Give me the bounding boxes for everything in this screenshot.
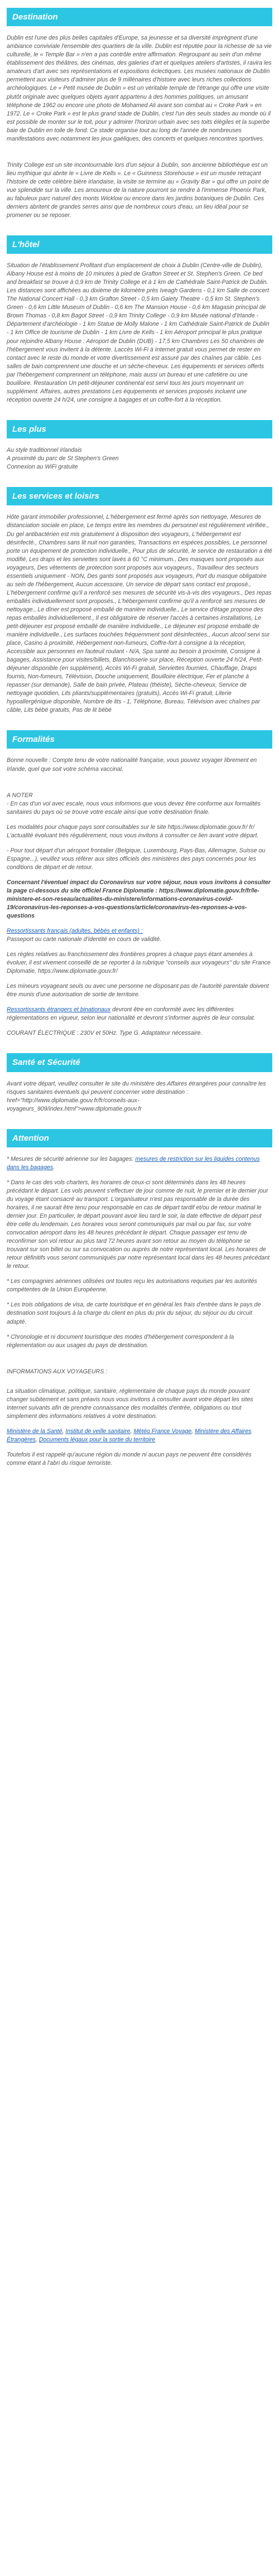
formalites-french-nationals [7,927,272,935]
formalites-french-nationals-text: Passeport ou carte nationale d'identité en cours de validité. [7,935,162,943]
formalites-rules-paragraph: Les règles relatives au franchissement des frontières propres à chaque pays étant amenées à évoluer, il est vivement conseillé de se reporter à la rubrique "conseils aux voyageurs" du site France Diplomatie, https://www.diplomatie.gouv.fr/ [7,951,271,975]
formalites-note-3: - Pour tout départ d'un aéroport frontalier (Belgique, Luxembourg, Pays-Bas, Allemagne, Suisse ou Espagne...), veuillez vous référer aux sites officiels des ministères des pays concernés pour les conditions de départ et de retour. [7,847,266,871]
link-affaires-etrangeres[interactable]: Ministère des Affaires Étrangères [7,1427,252,1443]
attention-info-paragraph: La situation climatique, politique, sanitaire, réglementaire de chaque pays du monde pouvant changer subitement et sans préavis nous vous invitons à consulter avant votre départ les sites Internet suivants afin de prendre connaissance des modalités d'entrée, obligations ou tout simplement des informations relatives à votre destination. [7,1387,253,1420]
french-nationals-link[interactable]: Ressortissants français (adultes, bébés et enfants) : [7,927,143,934]
formalites-foreigners-paragraph [7,1006,272,1022]
destination-section [7,8,272,220]
formalites-note-1: - En cas d'un vol avec escale, nous vous informons que vous devez être conforme aux formalités sanitaires du pays où se trouve votre escale ainsi que votre destination finale. [7,800,261,816]
services-section [7,487,272,715]
formalites-note-title: A NOTER [7,792,33,799]
sante-section [7,1053,272,1113]
link-meteo-france[interactable]: Météo France Voyage [133,1427,192,1435]
attention-paragraph: * Dans le cas des vols charters, les horaires de ceux-ci sont déterminés dans les 48 heures précédant le départ. Les vols peuvent s'effectuer de jour comme de nuit, le premier et le dernier jour du voyage étant consacré au transport. L'organisateur n'est pas responsable de la durée des horaires, il ne saurait être tenu pour responsable en cas de départ tardif et/ou de retour matinal le dernier jour. En particulier, le départ pouvant avoir lieu tard le soir, la date effective de départ peut être celle du lendemain. Les horaires vous seront communiqués par mail ou par fax, sur votre convocation aéroport dans les 48 heures précédant le départ. Chaque passager est tenu de reconfirmer son vol retour au plus tard 72 heures avant son retour au moyen du téléphone se trouvant sur son billet ou sur sa convocation ou auprès de notre représentant local. Les horaires de retour définitifs vous seront communiqués par notre représentant local dans les 48 heures précédant le retour. [7,1179,270,1270]
link-veille-sanitaire[interactable]: Institut de veille sanitaire [65,1427,131,1435]
hotel-section [7,235,272,404]
destination-paragraph-1: Dublin est l'une des plus belles capitales d'Europe, sa jeunesse et sa diversité imprègnent d'une ambiance conviviale l'ensemble des quartiers de la ville. Dublin est réputée pour la richesse de sa vie culturelle, le « Temple Bar » n'en a pas contrôle entre affirmation. Regroupant au sein d'un même établissement des théâtres, des cinémas, des galeries d'art et quelques ateliers d'artistes, il ravira les amateurs d'art avec ses représentations et expositions éclectiques. Les musées nationaux de Dublin permettent aux visiteurs d'admirer plus de 9 millénaires d'histoire avec leurs riches collections archéologiques. Le « Petit musée de Dublin » est un véritable temple de l'étrange qui offre une visite plutôt originale avec quelques objets ayant appartenu à des hommes politiques, un amusant téléphone de 1962 ou encore une photo de Mohamed Ali avant son combat au « Croke Park » en 1972. Le « Croke Park » est le plus grand stade de Dublin, c'est l'un des seuls stades au monde où il est possible de monter sur le toit, pour y admirer l'horizon urbain avec ses toits élégiles et la superbe baie de Dublin en toile de fond. Ce stade organise tout au long de l'année de nombreuses manifestations avec notamment les jeux gaéliques, des concerts et quelques rencontres sportives. [7,35,272,142]
attention-security-suffix: . [53,1164,55,1171]
services-paragraph: Hôte garant immobilier professionnel, L'hébergement est fermé après son nettoyage, Mesures de distanciation sociale en place, Le temps entre les membres du personnel est régulièrement vérifiée., Du gel antibactérien est mis gratuitement à disposition des voyageurs, L'hébergement est désinfecté., Chambres sans lit nuit non garanties, Transactions en espèces possibles, Le personnel porte un équipement de protection individuelle., Pour plus de sécurité, le service de restauration a été modifié, Les draps et les serviettes sont lavés à 60 °C minimum., Des masques sont proposés aux voyageurs, Des vêtements de protection sont proposés aux voyageurs., Travailleur des secteurs essentiels uniquement - NON, Des gants sont proposés aux voyageurs, Port du masque obligatoire au sein de l'hébergement, Aucun accessoire, Un service de départ sans contact est proposé., L'hébergement confirme qu'il a renforcé ses mesures de sécurité vis-à-vis des voyageurs., Des repas emballés individuellement sont proposés., L'hébergement confirme qu'il a renforcé ses mesures de nettoyage., Le dîner est proposé emballé de manière individuelle., Le service d'étage propose des repas emballés individuellement., Il est obligatoire de réserver l'accès à certaines installations, Le petit-déjeuner est proposé emballé de manière individuelle., Le déjeuner est proposé emballé de manière individuelle., Les surfaces touchées fréquemment sont désinfectées., Aucun alcool servi sur place, Casino à proximité, Hébergement non-fumeurs, Coffre-fort à consigne à la réception, Accessible aux personnes en fauteuil roulant - N/A, Spa santé au besoin à proximité, Consigne à bagages, Assistance pour visites/billets, Blanchisserie sur place, Réception ouverte 24 h/24, Petit-déjeuner disponible (en supplément), Accès Wi-Fi gratuit, Serviettes fournies, Chauffage, Draps fournis, Non-fumeurs, Télévision, Douche uniquement, Bouilloire électrique, Fer et planche à repasser (sur demande), Salle de bain privée, Plateau (théiste), Sèche-cheveux, Service de nettoyage quotidien, Lits pliants/supplémentaires (gratuits), Accès Wi-Fi gratuit, Literie hypoallergénique disponible, Nombre de lits - 1, Téléphone, Bureau, Télévision avec chaînes par câble, Lits bébé gratuits, Pas de lit bébé [7,514,272,714]
formalites-electric: COURANT ÉLECTRIQUE : 230V et 50Hz. Type G. Adaptateur nécessaire. [7,1030,203,1037]
plus-item: Au style traditionnel irlandais [7,447,82,454]
formalites-intro: Bonne nouvelle : Compte tenu de votre nationalité française, vous pouvez voyager librement en Irlande, quel que soit votre schéma vaccinal. [7,757,257,773]
services-header: Les services et loisirs [7,487,272,505]
hotel-header: L'hôtel [7,235,272,254]
plus-header: Les plus [7,420,272,438]
sante-paragraph: Avant votre départ, veuillez consulter le site du ministère des Affaires étrangères pour connaître les risques sanitaires éventuels qui peuvent concerner votre destination : href="http://www.diplomatie.gouv.fr/fr/conseils-aux-voyageurs_909/index.html">www.diplomatie.gouv.fr [7,1080,266,1112]
destination-header: Destination [7,8,272,26]
formalites-note-2: Les modalités pour chaque pays sont consultables sur le site https://www.diplomatie.gouv.fr/ fr/ L'actualité évoluant très régulièrement, nous vous invitons à consulter ce lien avant votre départ. [7,823,259,839]
attention-paragraph: * Les compagnies aériennes utilisées ont toutes reçu les autorisations requises par les autorités compétentes de la Union Européenne. [7,1278,257,1294]
link-documents-legaux[interactable]: Documents légaux pour la sortie du territoire [39,1436,156,1443]
sante-header: Santé et Sécurité [7,1053,272,1072]
attention-security-paragraph [7,1155,272,1172]
attention-final-paragraph: Toutefois il est rappelé qu'aucune région du monde ni aucun pays ne peuvent être considérés comme étant à l'abri du risque terroriste. [7,1451,252,1467]
formalites-header: Formalités [7,730,272,749]
link-ministere-sante[interactable]: Ministère de la Santé [7,1427,62,1435]
plus-section [7,420,272,471]
attention-info-title: INFORMATIONS AUX VOYAGEURS : [7,1368,108,1375]
hotel-paragraph: Situation de l'établissement Profitant d'un emplacement de choix à Dublin (Centre-ville de Dublin), Albany House est à moins de 10 minutes à pied de Grafton Street et St. Stephen's Green. Ce bed and breakfast se trouve à 0,9 km de Trinity College et à 1 km de Cathédrale Saint-Patrick de Dublin. Les distances sont affichées au dixième de kilomètre près Iveagh Gardens - 0,1 km Salle de concert The National Concert Hall - 0,3 km Grafton Street - 0,5 km Gaiety Theatre - 0,5 km St. Stephen's Green - 0,6 km Little Museum of Dublin - 0,6 km The Mansion House - 0,6 km Magasin principal de Brown Thomas - 0,8 km Bagot Street - 0,9 km Trinity College - 0,9 km Musée national d'Irlande - Département d'archéologie - 1 km Statue de Molly Malone - 1 km Cathédrale Saint-Patrick de Dublin - 1 km Office de tourisme de Dublin - 1 km Livre de Kells - 1 km Aéroport principal le plus pratique pour rejoindre Albany House : Aéroport de Dublin (DUB) - 17,5 km Chambres Les 50 chambres de l'hébergement vous invitent à la détente. Laccès Wi-Fi à Internet gratuit vous permet de rester en contact avec le reste du monde et votre divertissement est assuré par des chaînes par câble. Les salles de bain comprennent une douche et un sèche-cheveux. Les équipements et services offerts par l'hébergement comprennent un téléphone, mais aussi un bureau et une cafetière ou une bouilloire. Restauration Un petit-déjeuner continental est servi tous les jours moyennant un supplément. Affaires, autres prestations Les équipements et services proposés incluent une réception ouverte 24 h/24, une consigne à bagages et un coffre-fort à la réception. [7,262,270,403]
foreigners-text: devront être en conformité avec les différentes réglementations en vigueur, selon leur nationalité et devront s'informer auprès de leur consulat. [7,1006,256,1022]
attention-paragraph: * Les trois obligations de visa, de carte touristique et en général les frais d'entrée dans le pays de destination sont toujours à la charge du client en plus du prix du séjour, du séjour ou du circuit adapté. [7,1301,261,1325]
attention-paragraph: * Chronologie et ni document touristique des modes d'hébergement correspondent à la réglementation ou aux usages du pays de destination. [7,1333,234,1349]
attention-section [7,1129,272,1468]
formalites-section [7,730,272,1038]
plus-item: A proximité du parc de St Stephen's Green [7,455,119,462]
liquids-restrictions-link[interactable]: mesures de restriction sur les liquides contenus dans les bagages [7,1155,260,1171]
formalites-coronavirus-notice: Concernant l'éventuel impact du Coronavirus sur votre séjour, nous vous invitons à consulter la page ci-dessous du site officiel France Diplomatie : https://www.diplomatie.gouv.fr/fr/le-ministere-et-son-reseau/actualites-du-ministere/informations-coronavirus-covid-19/coronavirus-les-reponses-a-vos-questions/article/coronavirus-les-reponses-a-vos-questions [7,879,271,919]
foreigners-link[interactable]: Ressortissants étrangers et binationaux [7,1006,111,1014]
attention-header: Attention [7,1129,272,1147]
plus-item: Connexion au WiFi gratuite [7,464,78,471]
attention-links: Ministère de la Santé, Institut de veille sanitaire, Météo France Voyage, Ministère des Affaires Étrangères, Documents légaux pour la sortie du territoire [7,1427,252,1443]
destination-paragraph-2: Trinity College est un site incontournable lors d'un séjour à Dublin, son ancienne bibliothèque est un lieu mythique qui abrite le « Livre de Kells ». Le « Guinness Storehouse » est un musée retraçant l'histoire de cette célèbre bière irlandaise, la visite se termine au « Gravity Bar » qui offre un point de vue splendide sur la ville. Les amoureux de la nature pourront se rendre à l'immense Phoenix Park, au fabuleux parc naturel des monts Wicklow ou encore dans les jardins botaniques de Dublin. Ces derniers abritent de grandes serres ainsi que de nombreux cours d'eau, un lieu idéal pour se promener ou se reposer. [7,161,270,219]
formalites-minors-paragraph: Les mineurs voyageant seuls ou avec une personne ne disposant pas de l'autorité parentale doivent être munis d'une autorisation de sortie de territoire. [7,983,269,998]
attention-security-prefix: * Mesures de sécurité aérienne sur les bagages: [7,1155,136,1162]
